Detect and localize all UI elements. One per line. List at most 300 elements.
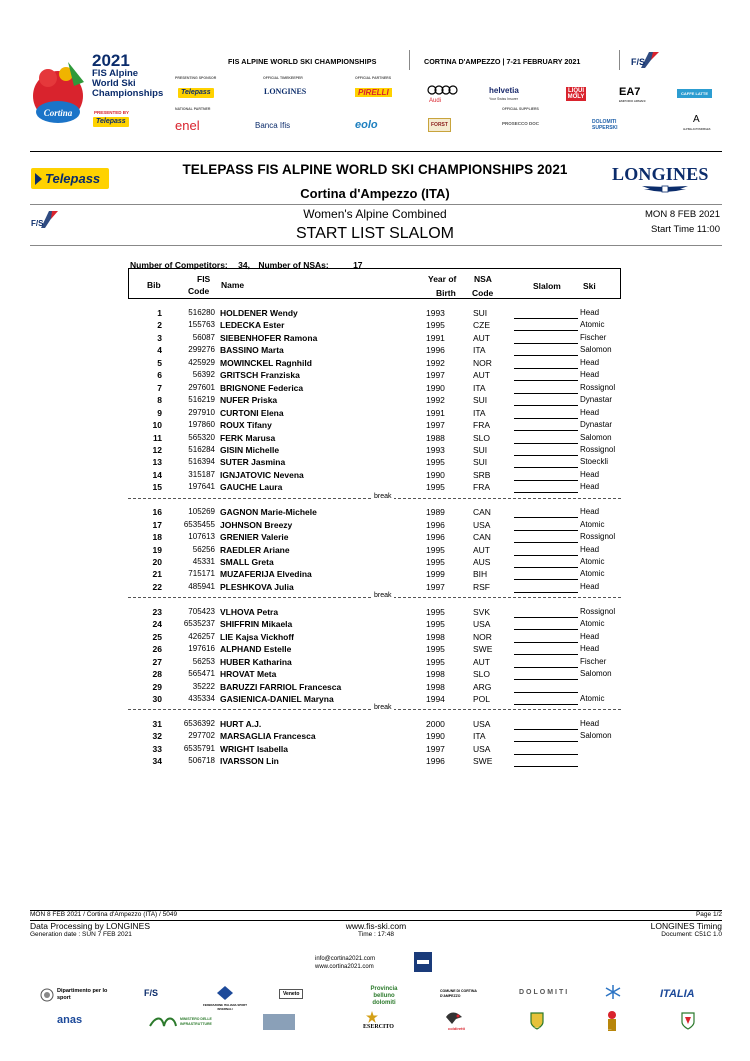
birth-year-cell: 1996 [426,345,445,356]
ski-cell: Atomic [580,320,605,330]
col-name: Name [221,280,245,290]
table-row [128,345,621,358]
birth-year-cell: 1995 [426,482,445,493]
ski-cell: Head [580,469,600,479]
bib-cell: 7 [157,382,162,393]
bib-cell: 14 [152,469,162,480]
nsa-cell: SUI [473,457,488,468]
table-row [128,731,621,744]
competitors-label: Number of Competitors: [130,260,228,270]
name-cell: GAUCHE Laura [220,482,283,493]
table-row [128,395,621,408]
fis-code-cell: 426257 [188,631,215,641]
name-cell: PLESHKOVA Julia [220,581,294,592]
birth-year-cell: 1995 [426,656,445,667]
logo-veneto: Veneto [279,989,303,999]
timing: LONGINES Timing [650,921,722,931]
fis-code-cell: 516284 [188,444,215,454]
logo-belluno: Provincia belluno dolomiti [370,986,398,1006]
logo-photo [263,1014,295,1030]
helvetia-tag: Your Swiss Insurer [489,97,519,101]
contact-email[interactable]: info@cortina2021.com [315,956,376,962]
sponsor-eolo: eolo [355,119,378,131]
ski-cell: Head [580,544,600,554]
table-header [128,268,621,299]
bird-icon [444,1011,464,1025]
birth-year-cell: 1995 [426,606,445,617]
ski-cell: Dynastar [580,395,613,405]
fis-code-cell: 6536392 [183,718,215,728]
divider [619,50,620,70]
fis-code-cell: 435334 [188,693,215,703]
slalom-result-blank [514,617,578,618]
ski-cell: Head [580,581,600,591]
nsa-cell: BIH [473,569,488,580]
logo-forestale: CORPO FORESTALE [530,1028,540,1029]
birth-year-cell: 1995 [426,457,445,468]
bib-cell: 2 [157,320,162,331]
birth-year-cell: 1995 [426,544,445,555]
sponsor-telepass: Telepass [178,88,214,98]
ski-cell: Atomic [580,569,605,579]
logo-esercito: ESERCITO [363,1024,394,1030]
ski-cell: Head [580,718,600,728]
bib-cell: 16 [152,507,162,518]
birth-year-cell: 1993 [426,444,445,455]
name-cell: LIE Kajsa Vickhoff [220,631,295,642]
name-cell: HUBER Katharina [220,656,292,667]
name-cell: MARSAGLIA Francesca [220,731,316,742]
name-cell: GASIENICA-DANIEL Maryna [220,693,334,704]
sponsor-forst: FORST [428,118,451,132]
bib-cell: 21 [152,569,162,580]
band-place: CORTINA D'AMPEZZO | 7-21 FEBRUARY 2021 [424,57,581,66]
ski-cell: Head [580,370,600,380]
slalom-result-blank [514,729,578,730]
logo-fisi: FEDERAZIONE ITALIANA SPORT INVERNALI [203,1003,247,1011]
longines-logo: LONGINES [612,164,709,184]
competitors-count: 34, [238,260,250,270]
slalom-result-blank [514,667,578,668]
sponsor-helvetia: helvetia [489,86,519,95]
flag-icon [414,959,432,965]
bib-cell: 4 [157,345,162,356]
table-row [128,744,621,757]
logo-fis: F/S [144,988,159,998]
bib-cell: 11 [153,432,162,443]
bib-cell: 23 [152,606,162,617]
fis-code-cell: 506718 [188,756,215,766]
sponsor-caption: NATIONAL PARTNER [175,107,211,111]
nsa-cell: SWE [473,756,493,767]
ski-cell: Rossignol [580,606,616,616]
slalom-result-blank [514,642,578,643]
slalom-result-blank [514,766,578,767]
polizia-shield-icon [681,1012,695,1030]
table-row [128,557,621,570]
nsa-cell: FRA [473,420,490,431]
name-cell: SHIFFRIN Mikaela [220,619,293,630]
name-cell: SUTER Jasmina [220,457,286,468]
logo-polizia: POLIZIA [681,1030,685,1031]
break-separator [128,590,621,598]
table-row [128,333,621,346]
ski-cell: Fischer [580,656,607,666]
sponsor-prosecco: PROSECCO DOC [502,121,540,126]
birth-year-cell: 1990 [426,382,445,393]
logo-ministry: MINISTERO DELLE INFRASTRUTTURE [180,1017,212,1026]
fis-code-cell: 715171 [188,569,215,579]
bib-cell: 22 [152,581,162,592]
name-cell: BRIGNONE Federica [220,382,304,393]
birth-year-cell: 1997 [426,581,445,592]
nsa-cell: POL [473,693,491,704]
name-cell: HURT A.J. [220,718,262,729]
birth-year-cell: 1991 [426,407,445,418]
bib-cell: 20 [152,557,162,567]
bib-cell: 12 [152,444,162,455]
slalom-result-blank [514,355,578,356]
wc-year: 2021 [92,51,130,70]
fis-code-cell: 6535455 [183,519,215,529]
birth-year-cell: 1993 [426,308,445,318]
contact-site[interactable]: www.cortina2021.com [315,964,374,970]
nsa-cell: ITA [473,407,486,418]
col-fis: FIS [197,274,211,284]
ski-cell: Salomon [580,669,612,679]
birth-year-cell: 1995 [426,644,445,655]
name-cell: RAEDLER Ariane [220,544,290,555]
fisi-icon [215,985,235,1001]
nsa-cell: USA [473,519,491,530]
name-cell: MOWINCKEL Ragnhild [220,357,312,368]
ski-cell: Head [580,482,600,492]
nsa-cell: ITA [473,382,486,393]
wc-line: World Ski [92,78,136,89]
fis-code-cell: 705423 [188,606,215,616]
name-cell: GRITSCH Franziska [220,370,300,381]
bib-cell: 5 [157,357,162,368]
ea7-tag: EMPORIO ARMANI [619,99,646,103]
slalom-result-blank [514,393,578,394]
table-row [128,370,621,383]
fis-code-cell: 516280 [188,308,215,317]
bib-cell: 34 [152,756,162,767]
birth-year-cell: 1996 [426,532,445,543]
fis-code-cell: 565320 [188,432,215,442]
nsa-cell: AUT [473,370,490,381]
wc-city: Cortina [43,108,73,118]
name-cell: NUFER Priska [220,395,278,406]
slalom-result-blank [514,318,578,319]
birth-year-cell: 1998 [426,669,445,680]
birth-year-cell: 1996 [426,756,445,767]
slalom-result-blank [514,629,578,630]
birth-year-cell: 1990 [426,469,445,480]
fis-code-cell: 105269 [188,507,215,517]
nsas-count: 17 [353,260,363,270]
race-date: MON 8 FEB 2021 [645,209,720,220]
nsa-cell: SVK [473,606,491,617]
fis-code-cell: 56392 [192,370,215,380]
name-cell: HOLDENER Wendy [220,308,298,318]
name-cell: GAGNON Marie-Michele [220,507,317,518]
table-row [128,383,621,396]
birth-year-cell: 1995 [426,619,445,630]
nsa-cell: NOR [473,631,492,642]
name-cell: FERK Marusa [220,432,276,443]
fis-code-cell: 6535237 [183,619,215,629]
col-nsa: NSA [474,274,492,284]
bib-cell: 27 [152,656,162,667]
name-cell: IGNJATOVIC Nevena [220,469,304,480]
nsa-cell: AUT [473,544,490,555]
nsa-cell: USA [473,718,491,729]
fis-code-cell: 56256 [192,544,215,554]
ski-cell: Head [580,631,600,641]
ski-cell: Head [580,644,600,654]
ski-cell: Salomon [580,731,612,741]
audi-text: Audi [429,98,442,103]
break-label: break [374,704,392,712]
ski-cell: Head [580,407,600,417]
nsa-cell: ITA [473,345,486,356]
slalom-result-blank [514,430,578,431]
wc-line: FIS Alpine [92,68,139,79]
sponsor-ea7: EA7 [619,86,641,98]
birth-year-cell: 1990 [426,731,445,742]
table-row [128,607,621,620]
fis-code-cell: 516219 [188,395,215,405]
nsas-label: Number of NSAs: [258,260,329,270]
sponsor-caption: OFFICIAL SUPPLIERS [502,107,539,111]
fis-text: F/S [31,219,44,228]
bib-cell: 32 [152,731,162,742]
telepass-logo: Telepass [31,168,109,189]
col-code: Code [188,286,210,296]
nsa-cell: SWE [473,644,493,655]
divider [30,151,722,152]
sponsor-pirelli: PIRELLI [355,88,392,97]
name-cell: HROVAT Meta [220,669,277,680]
ski-cell: Salomon [580,432,612,442]
logo-coldiretti: coldiretti [448,1026,465,1031]
col-slalom: Slalom [533,281,561,291]
nsa-cell: SLO [473,432,491,443]
bib-cell: 24 [152,619,162,630]
table-row [128,669,621,682]
table-row [128,545,621,558]
slalom-result-blank [514,741,578,742]
name-cell: ROUX Tifany [220,420,272,431]
slalom-result-blank [514,692,578,693]
wc-line: Championships [92,88,164,99]
bib-cell: 3 [157,332,162,343]
name-cell: IVARSSON Lin [220,756,279,767]
telepass-logo: Telepass [93,117,129,127]
nsa-cell: AUS [473,557,491,567]
logo-italia: ITALIA [660,988,695,1000]
bib-cell: 17 [152,519,162,530]
bib-cell: 8 [157,395,162,406]
ski-cell: Atomic [580,519,605,529]
name-cell: MUZAFERIJA Elvedina [220,569,312,580]
col-ski: Ski [583,281,596,291]
ministry-icon [148,1016,178,1028]
slalom-result-blank [514,567,578,568]
ski-cell: Rossignol [580,532,616,542]
table-row [128,682,621,695]
generation-time: Time : 17:48 [358,931,394,938]
nsa-cell: CAN [473,507,491,518]
fis-code-cell: 197641 [188,482,215,492]
name-cell: VLHOVA Petra [220,606,279,617]
website[interactable]: www.fis-ski.com [345,921,407,931]
col-bib: Bib [147,280,161,290]
band-title: FIS ALPINE WORLD SKI CHAMPIONSHIPS [228,57,377,66]
bib-cell: 30 [152,693,162,704]
fis-code-cell: 297601 [188,382,215,392]
bib-cell: 18 [152,532,162,543]
sponsor-banca-ifis: Banca Ifis [255,121,291,130]
birth-year-cell: 1998 [426,631,445,642]
ski-cell: Atomic [580,619,605,629]
sponsor-longines: LONGINES [264,87,307,96]
generation-date: Generation date : SUN 7 FEB 2021 [30,931,132,938]
name-cell: SIEBENHOFER Ramona [220,332,318,343]
venue: Cortina d'Ampezzo (ITA) [300,186,450,201]
sponsor-band [0,0,750,150]
contact-logo [414,952,432,972]
table-row [128,632,621,645]
nsa-cell: FRA [473,482,490,493]
ski-cell: Fischer [580,332,607,342]
fis-code-cell: 297702 [188,731,215,741]
table-row [128,619,621,632]
fis-code-cell: 425929 [188,357,215,367]
ski-cell: Stoeckli [580,457,609,467]
table-row [128,445,621,458]
fis-code-cell: 516394 [188,457,215,467]
slalom-result-blank [514,517,578,518]
break-label: break [374,492,392,500]
fis-code-cell: 35222 [192,681,215,691]
birth-year-cell: 1998 [426,681,445,692]
bib-cell: 13 [152,457,162,468]
audi-rings-icon [427,85,459,103]
slalom-result-blank [514,330,578,331]
table-row [128,308,621,321]
slalom-result-blank [514,542,578,543]
bib-cell: 29 [152,681,162,692]
slalom-result-blank [514,654,578,655]
nsa-cell: SUI [473,444,488,455]
nsa-cell: RSF [473,581,490,592]
fis-code-cell: 155763 [188,320,215,330]
nsa-cell: CZE [473,320,490,331]
nsa-cell: USA [473,619,491,630]
slalom-result-blank [514,679,578,680]
fis-code-cell: 485941 [188,581,215,591]
table-row [128,470,621,483]
processing: Data Processing by LONGINES [30,921,150,931]
fis-code-cell: 6535791 [183,743,215,753]
table-row [128,457,621,470]
list-title: START LIST SLALOM [296,225,454,242]
bib-cell: 15 [152,482,162,493]
birth-year-cell: 1988 [426,432,445,443]
slalom-result-blank [514,443,578,444]
nsa-cell: AUT [473,656,490,667]
fis-text: F/S [631,57,646,67]
ski-cell: Rossignol [580,382,616,392]
birth-year-cell: 1995 [426,557,445,567]
table-row [128,420,621,433]
bib-cell: 6 [157,370,162,381]
slalom-result-blank [514,467,578,468]
name-cell: ALPHAND Estelle [220,644,292,655]
slalom-result-blank [514,380,578,381]
page-number: Page 1/2 [695,911,722,918]
snowflake-icon [603,984,623,1000]
birth-year-cell: 1995 [426,320,445,331]
ski-cell: Rossignol [580,444,616,454]
doc-ref: MON 8 FEB 2021 / Cortina d'Ampezzo (ITA) / 5049 [30,911,178,918]
fis-code-cell: 299276 [188,345,215,355]
birth-year-cell: 1997 [426,370,445,381]
logo-carabinieri: CARABINIERI [605,1030,612,1031]
slalom-result-blank [514,405,578,406]
divider [30,204,722,205]
table-row [128,320,621,333]
slalom-result-blank [514,754,578,755]
nsa-cell: AUT [473,332,490,343]
logo-dolomiti: DOLOMITI [519,989,570,996]
nsa-cell: ITA [473,731,486,742]
slalom-result-blank [514,480,578,481]
fis-code-cell: 56087 [192,332,215,342]
birth-year-cell: 1997 [426,420,445,431]
divider [30,245,722,246]
table-row [128,657,621,670]
sponsor-caption: OFFICIAL TIMEKEEPER [263,76,303,80]
table-row [128,756,621,769]
sponsor-caffe: CAFFE LATTE [677,89,712,98]
col-nsa-code: Code [472,288,494,298]
slalom-result-blank [514,530,578,531]
table-row [128,644,621,657]
discipline: Women's Alpine Combined [303,207,447,221]
name-cell: SMALL Greta [220,557,274,567]
nsa-cell: USA [473,743,491,754]
bib-cell: 33 [152,743,162,754]
birth-year-cell: 1996 [426,519,445,530]
birth-year-cell: 2000 [426,718,445,729]
ski-cell: Head [580,308,600,317]
longines-wing-icon [640,184,690,194]
nsa-cell: CAN [473,532,491,543]
fis-code-cell: 297910 [188,407,215,417]
carabinieri-emblem-icon [605,1010,619,1032]
birth-year-cell: 1989 [426,507,445,518]
nsa-cell: SUI [473,395,488,406]
start-time: Start Time 11:00 [651,224,720,235]
sponsor-liqui-moly: LIQUI MOLY [567,88,585,100]
name-cell: BARUZZI FARRIOL Francesca [220,681,342,692]
nsa-cell: SLO [473,669,491,680]
col-birth: Birth [436,288,456,298]
ski-cell: Head [580,357,600,367]
